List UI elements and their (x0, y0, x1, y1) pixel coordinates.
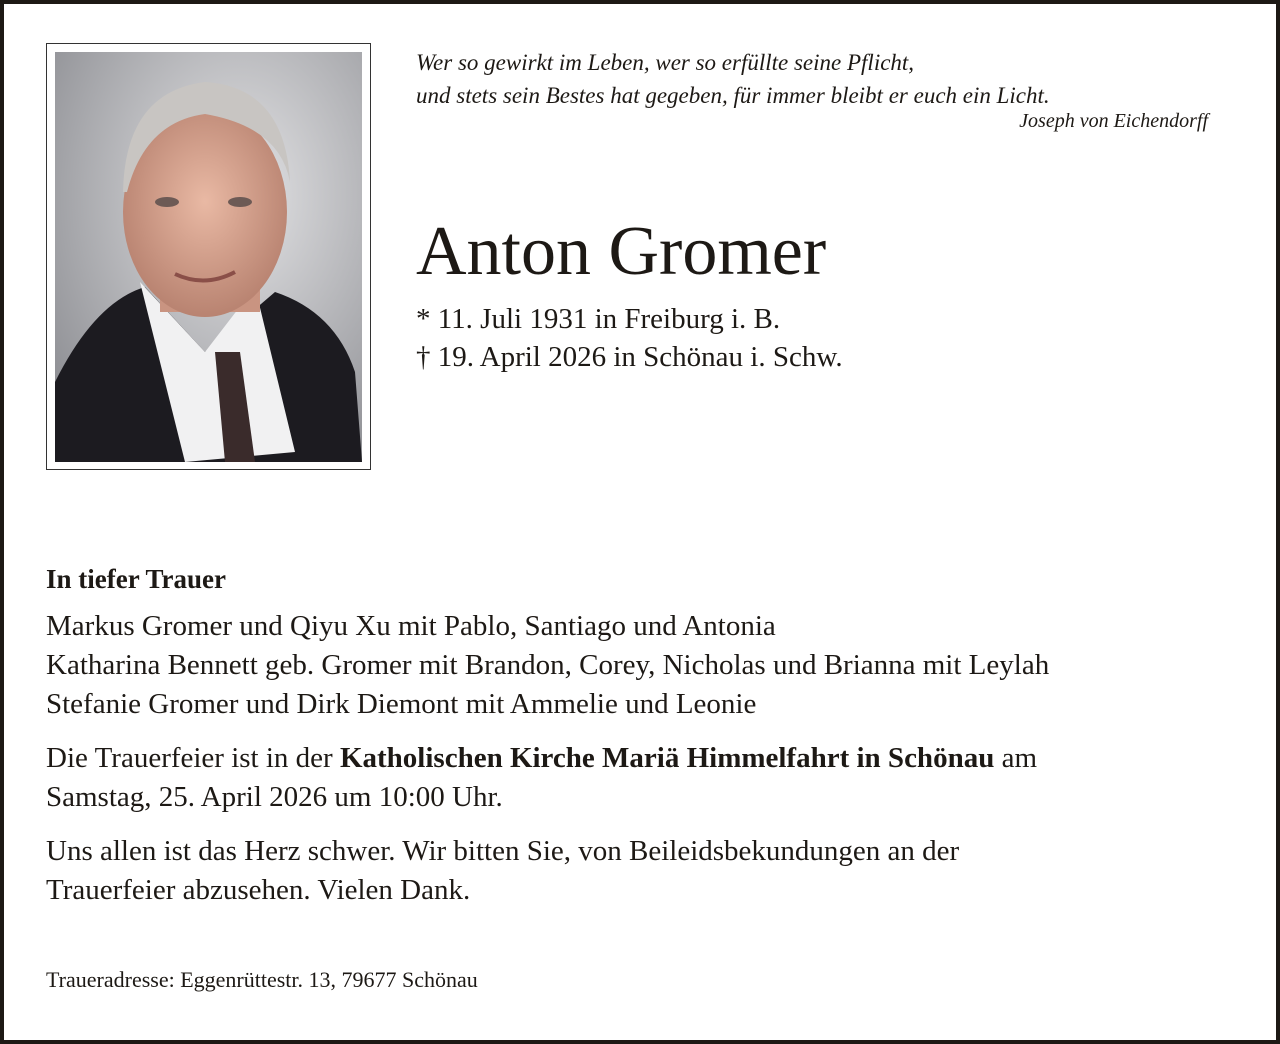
death-date: † 19. April 2026 in Schönau i. Schw. (416, 341, 843, 373)
portrait-frame (46, 43, 371, 470)
ceremony-prefix: Die Trauerfeier ist in der (46, 742, 340, 774)
quote-block (416, 46, 1208, 134)
ceremony-suffix: am (994, 742, 1038, 774)
birth-date: * 11. Juli 1931 in Freiburg i. B. (416, 303, 781, 335)
quote-line: Wer so gewirkt im Leben, wer so erfüllte seine Pflicht, (416, 50, 915, 75)
mourners-heading: In tiefer Trauer (46, 564, 226, 594)
deceased-name: Anton Gromer (416, 213, 827, 290)
mourner-line: Katharina Bennett geb. Gromer mit Brandon, Corey, Nicholas und Brianna mit Leylah (46, 649, 1050, 681)
ceremony-text (46, 739, 1246, 778)
quote-author: Joseph von Eichendorff (1019, 110, 1208, 132)
mourner-line: Stefanie Gromer und Dirk Diemont mit Ammelie und Leonie (46, 688, 757, 720)
request-line: Trauerfeier abzusehen. Vielen Dank. (46, 874, 471, 906)
portrait-photo (55, 52, 362, 462)
ceremony-location: Katholischen Kirche Mariä Himmelfahrt in Schönau (339, 742, 995, 774)
life-dates (416, 300, 843, 376)
notice-body (46, 560, 1246, 910)
mourning-address: Traueradresse: Eggenrüttestr. 13, 79677 Schönau (46, 967, 478, 992)
mourner-line: Markus Gromer und Qiyu Xu mit Pablo, Santiago und Antonia (46, 610, 776, 642)
request-line: Uns allen ist das Herz schwer. Wir bitten Sie, von Beileidsbekundungen an der (46, 835, 960, 867)
quote-line: und stets sein Bestes hat gegeben, für immer bleibt er euch ein Licht. (416, 83, 1050, 108)
ceremony-datetime: Samstag, 25. April 2026 um 10:00 Uhr. (46, 781, 503, 813)
